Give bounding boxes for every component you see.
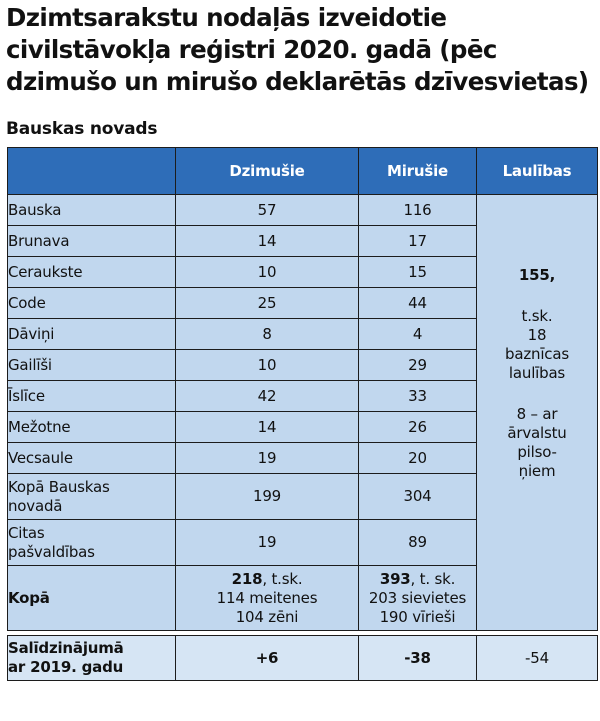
marriages-foreign-line4: ņiem (518, 462, 556, 480)
marriages-total: 155, (518, 266, 556, 284)
total-born-value: 218 (231, 569, 263, 588)
row-born: 8 (176, 319, 359, 350)
total-died (359, 566, 477, 631)
row-name: Ceraukste (8, 257, 176, 288)
row-born: 10 (176, 350, 359, 381)
page-title: Dzimtsarakstu nodaļās izveidotie civilstāvokļa reģistri 2020. gadā (pēc dzimušo un mirušo deklarētās dzīvesvietas) (6, 3, 589, 96)
row-name: Dāviņi (8, 319, 176, 350)
header-died: Mirušie (359, 148, 477, 195)
row-name: Brunava (8, 226, 176, 257)
header-blank-cell (8, 148, 176, 195)
comparison-marriages: -54 (477, 636, 598, 681)
total-born (176, 566, 359, 631)
other-name (8, 520, 176, 566)
comparison-died: -38 (359, 636, 477, 681)
row-died: 4 (359, 319, 477, 350)
header-born: Dzimušie (176, 148, 359, 195)
row-died: 15 (359, 257, 477, 288)
row-born: 25 (176, 288, 359, 319)
registry-table (7, 147, 598, 681)
row-born: 19 (176, 443, 359, 474)
row-born: 14 (176, 226, 359, 257)
comparison-name (8, 636, 176, 681)
other-name-line2: pašvaldības (8, 542, 95, 561)
subtotal-name-line2: novadā (8, 496, 63, 515)
row-name: Vecsaule (8, 443, 176, 474)
row-died: 29 (359, 350, 477, 381)
comparison-born: +6 (176, 636, 359, 681)
header-row (8, 148, 598, 195)
header-marriages: Laulības (477, 148, 598, 195)
total-born-tsk: , t.sk. (262, 569, 303, 588)
row-died: 116 (359, 195, 477, 226)
row-died: 17 (359, 226, 477, 257)
subtotal-died: 304 (359, 474, 477, 520)
subtotal-name-line1: Kopā Bauskas (8, 477, 110, 496)
row-died: 20 (359, 443, 477, 474)
table-row (8, 195, 598, 226)
marriages-foreign-line3: pilso- (517, 443, 557, 461)
marriages-cell (477, 195, 598, 631)
region-subtitle: Bauskas novads (6, 119, 158, 139)
row-name: Gailīši (8, 350, 176, 381)
row-born: 10 (176, 257, 359, 288)
other-name-line1: Citas (8, 523, 45, 542)
row-born: 42 (176, 381, 359, 412)
marriages-church-line1: baznīcas (505, 345, 569, 363)
row-born: 57 (176, 195, 359, 226)
row-died: 44 (359, 288, 477, 319)
comparison-name-line1: Salīdzinājumā (8, 639, 124, 657)
marriages-church-line2: laulības (508, 364, 566, 382)
row-name: Code (8, 288, 176, 319)
total-died-men: 190 vīrieši (379, 607, 456, 626)
marriages-foreign-line2: ārvalstu (507, 424, 567, 442)
comparison-row (8, 636, 598, 681)
total-died-value: 393 (379, 569, 411, 588)
other-died: 89 (359, 520, 477, 566)
subtotal-name (8, 474, 176, 520)
row-born: 14 (176, 412, 359, 443)
comparison-name-line2: ar 2019. gadu (8, 658, 124, 676)
marriages-foreign-line1: 8 – ar (516, 405, 558, 423)
total-born-boys: 104 zēni (235, 607, 299, 626)
other-born: 19 (176, 520, 359, 566)
total-born-girls: 114 meitenes (216, 588, 318, 607)
total-died-tsk: , t. sk. (410, 569, 456, 588)
total-died-women: 203 sievietes (368, 588, 467, 607)
row-died: 26 (359, 412, 477, 443)
marriages-tsk: t.sk. (521, 307, 553, 325)
subtotal-born: 199 (176, 474, 359, 520)
row-name: Īslīce (8, 381, 176, 412)
row-name: Mežotne (8, 412, 176, 443)
marriages-church-count: 18 (527, 326, 547, 344)
total-name: Kopā (8, 566, 176, 631)
row-died: 33 (359, 381, 477, 412)
row-name: Bauska (8, 195, 176, 226)
